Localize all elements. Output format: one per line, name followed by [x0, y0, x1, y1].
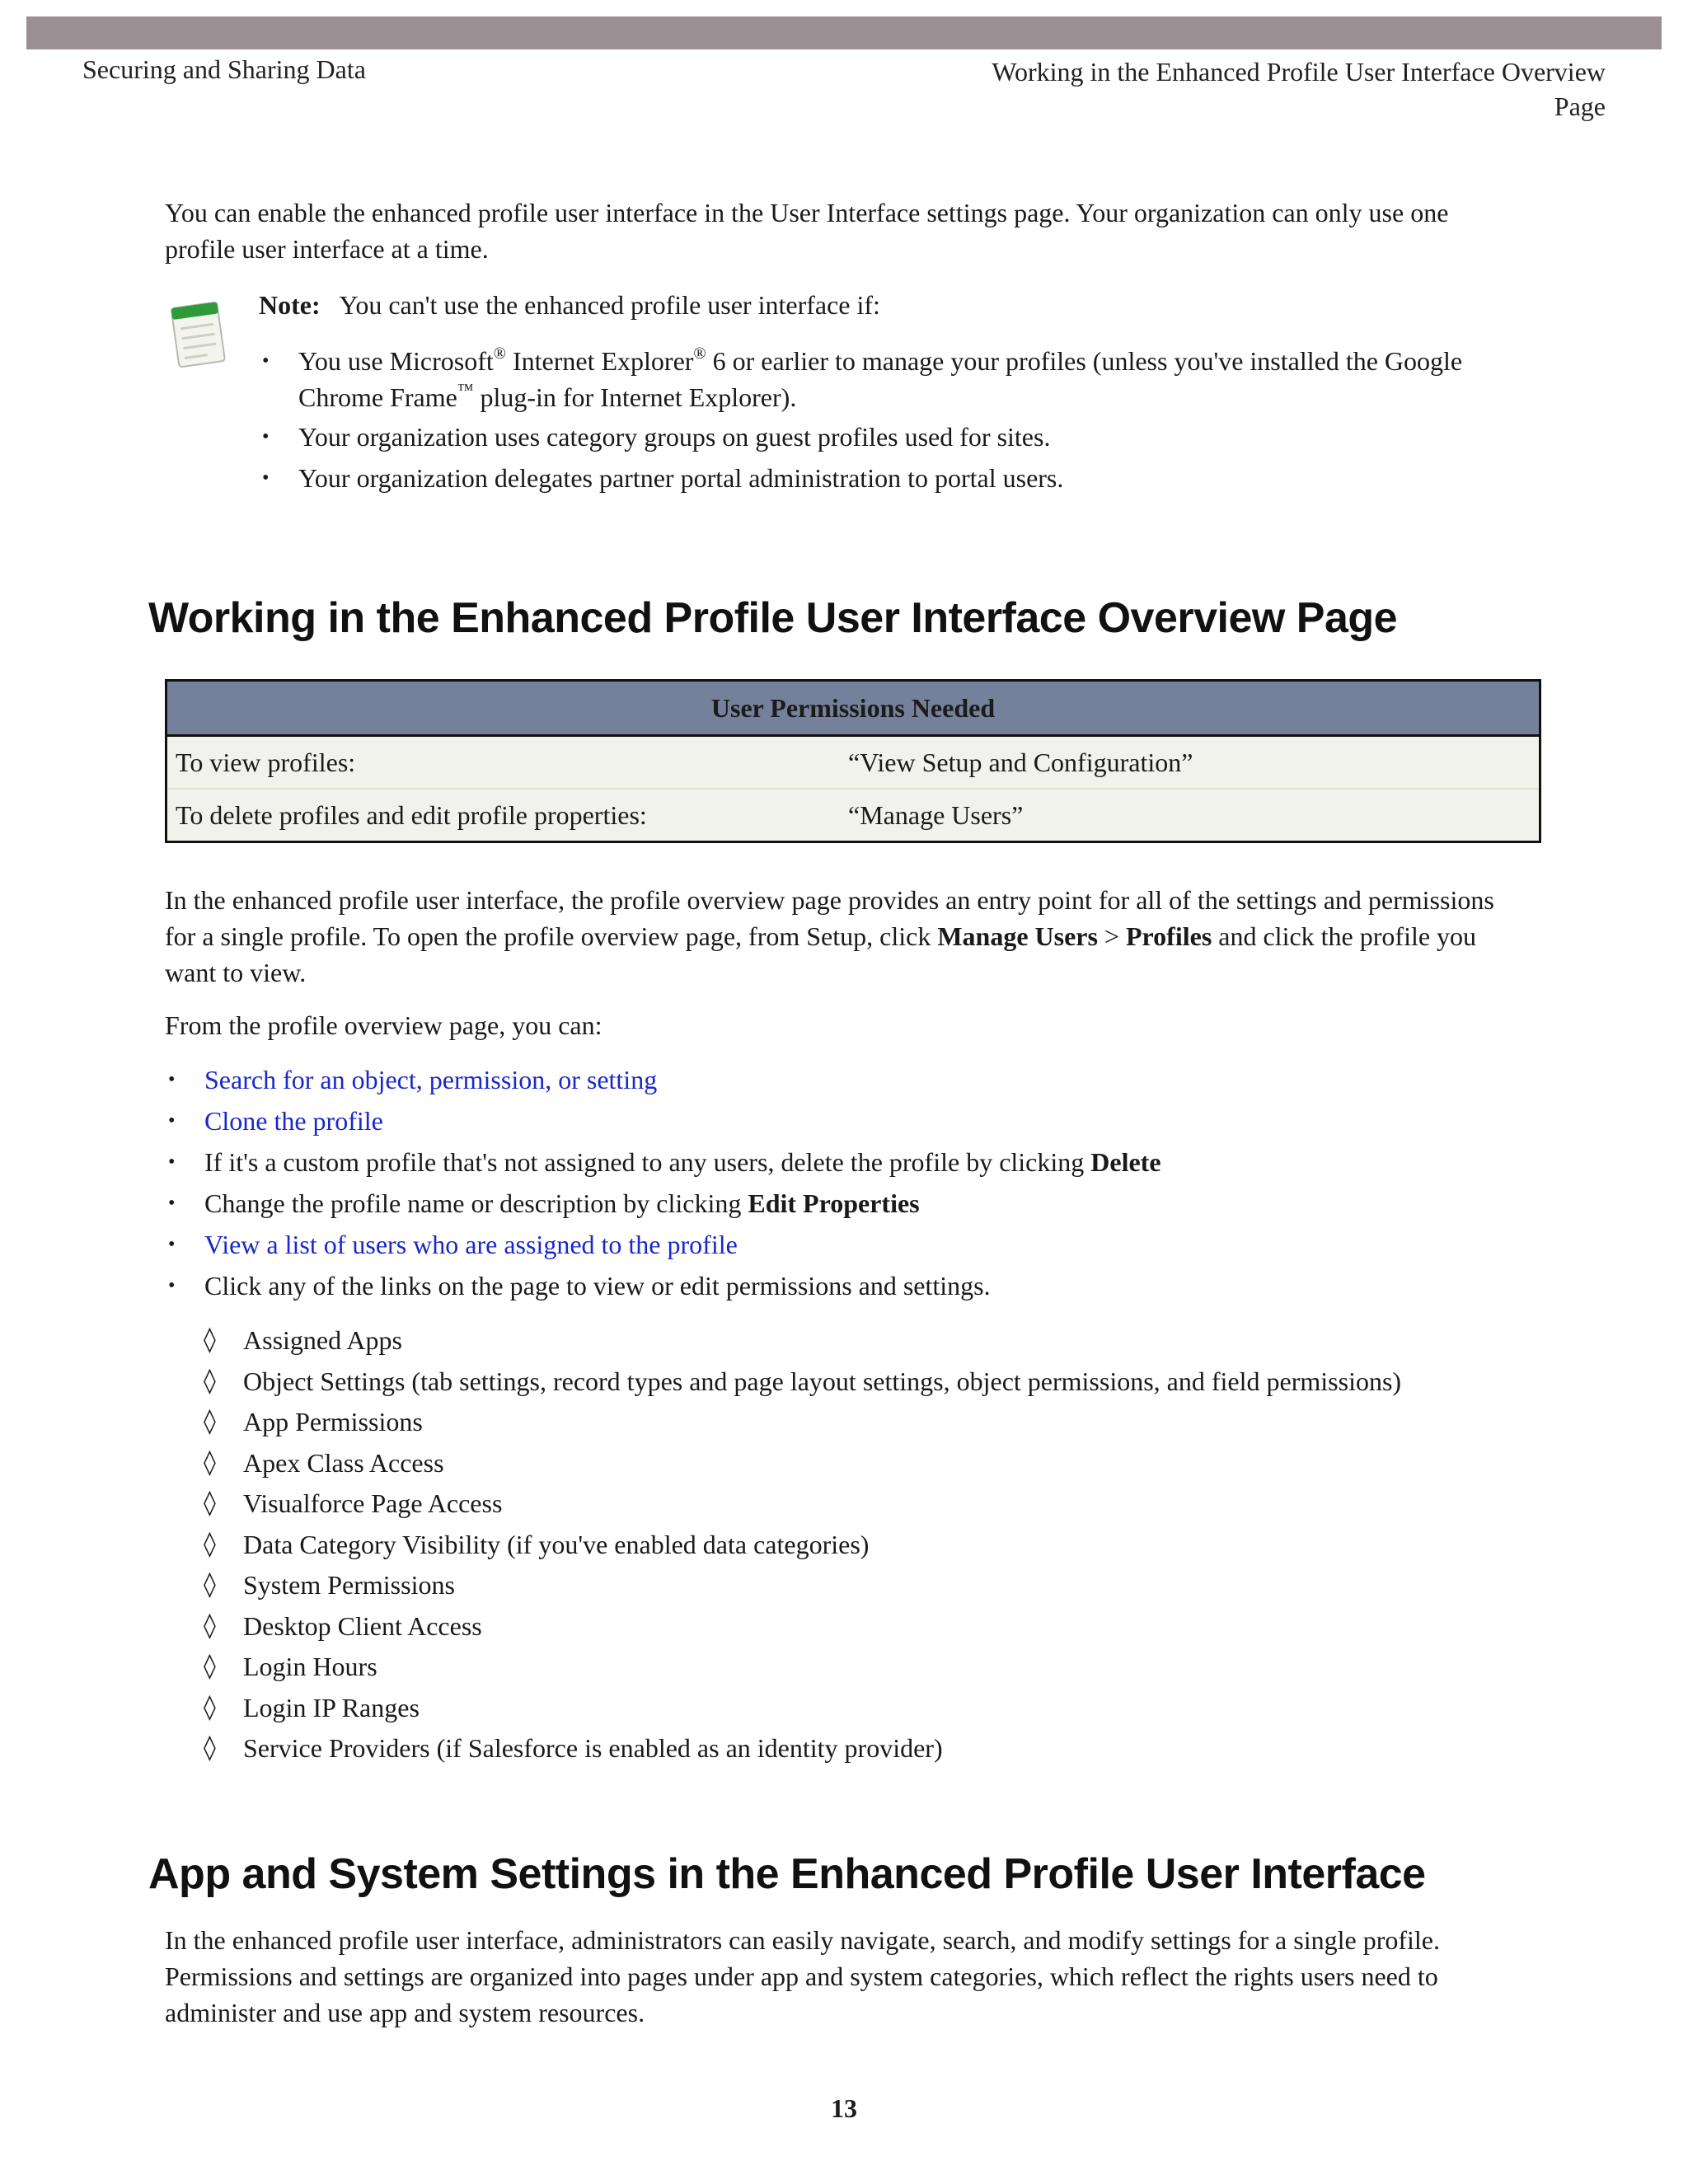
sub-item: ◊ Login Hours: [243, 1648, 377, 1685]
view-users-link[interactable]: View a list of users who are assigned to the profile: [204, 1230, 738, 1259]
diamond-icon: ◊: [204, 1611, 216, 1640]
sub-item: ◊ Assigned Apps: [243, 1322, 402, 1358]
note-item-continuation: Chrome Frame™ plug-in for Internet Explorer).: [298, 381, 797, 412]
diamond-icon: ◊: [204, 1530, 216, 1558]
intro-paragraph: [165, 194, 1541, 267]
table-cell-permission: “Manage Users”: [848, 789, 1540, 842]
table-cell-task: To view profiles:: [166, 736, 849, 790]
note-heading: [259, 287, 880, 323]
bullet-item: • Clone the profile: [168, 1106, 383, 1136]
running-header-right-line2: Page: [1554, 91, 1606, 121]
diamond-icon: ◊: [204, 1448, 216, 1477]
table-row: [166, 789, 1540, 842]
diamond-icon: ◊: [204, 1325, 216, 1354]
note-text: You can't use the enhanced profile user interface if:: [339, 290, 880, 320]
note-item: • Your organization delegates partner portal administration to portal users.: [262, 463, 1064, 493]
sub-item: ◊ App Permissions: [243, 1404, 423, 1440]
table-cell-task: To delete profiles and edit profile properties:: [166, 789, 849, 842]
overview-intro: From the profile overview page, you can:: [165, 1010, 603, 1040]
overview-paragraph: In the enhanced profile user interface, the profile overview page provides an entry point for all of the settings and permissions for a single profile. To open the profile overview page, from Setup, click Manage Users > Profiles and click the profile you want to view.: [165, 885, 1494, 987]
note-item: • You use Microsoft® Internet Explorer® 6 or earlier to manage your profiles (unless you've installed the Google: [262, 344, 1463, 376]
sub-item: ◊ Visualforce Page Access: [243, 1485, 502, 1521]
table-header: User Permissions Needed: [166, 681, 1540, 736]
sub-item: ◊ Login IP Ranges: [243, 1690, 420, 1726]
diamond-icon: ◊: [204, 1733, 216, 1762]
bullet-item: • View a list of users who are assigned to the profile: [168, 1230, 738, 1259]
bullet-item: • Change the profile name or description by clicking Edit Properties: [168, 1188, 920, 1218]
section-title: App and System Settings in the Enhanced Profile User Interface: [148, 1850, 1426, 1898]
running-header-right: [897, 54, 1606, 124]
permissions-table: [165, 679, 1541, 843]
diamond-icon: ◊: [204, 1488, 216, 1517]
running-header-left: Securing and Sharing Data: [82, 54, 366, 84]
diamond-icon: ◊: [204, 1693, 216, 1722]
top-bar: [26, 16, 1662, 49]
sub-item: ◊ Apex Class Access: [243, 1445, 444, 1481]
bullet-item: • Search for an object, permission, or setting: [168, 1065, 658, 1094]
diamond-icon: ◊: [204, 1570, 216, 1599]
intro-line1: You can enable the enhanced profile user interface in the User Interface settings page. Your organization can only use one: [165, 198, 1449, 227]
intro-line2: profile user interface at a time.: [165, 234, 489, 264]
table-row: [166, 736, 1540, 790]
diamond-icon: ◊: [204, 1366, 216, 1395]
clone-profile-link[interactable]: Clone the profile: [204, 1106, 383, 1136]
bullet-item: • Click any of the links on the page to view or edit permissions and settings.: [168, 1271, 991, 1301]
sub-item: ◊ Service Providers (if Salesforce is enabled as an identity provider): [243, 1730, 943, 1766]
settings-paragraph: In the enhanced profile user interface, administrators can easily navigate, search, and modify settings for a single profile. Permissions and settings are organized into pages under app and system categories, which reflect the rights users need to administer and use app and system resources.: [165, 1925, 1440, 2027]
note-label: Note:: [259, 290, 321, 320]
sub-item: ◊ System Permissions: [243, 1567, 455, 1603]
page-number: 13: [831, 2093, 857, 2123]
table-cell-permission: “View Setup and Configuration”: [848, 736, 1540, 790]
sub-item: ◊ Desktop Client Access: [243, 1608, 482, 1644]
sub-item: ◊ Object Settings (tab settings, record types and page layout settings, object permissions, and field permissions): [243, 1363, 1401, 1399]
sub-item: ◊ Data Category Visibility (if you've enabled data categories): [243, 1526, 869, 1563]
running-header-right-line1: Working in the Enhanced Profile User Interface Overview: [992, 57, 1606, 87]
note-item: • Your organization uses category groups on guest profiles used for sites.: [262, 422, 1051, 452]
diamond-icon: ◊: [204, 1407, 216, 1436]
note-icon: [168, 293, 227, 373]
search-link[interactable]: Search for an object, permission, or setting: [204, 1065, 658, 1094]
diamond-icon: ◊: [204, 1652, 216, 1680]
bullet-item: • If it's a custom profile that's not assigned to any users, delete the profile by clicking Delete: [168, 1147, 1161, 1177]
section-title: Working in the Enhanced Profile User Interface Overview Page: [148, 594, 1398, 642]
